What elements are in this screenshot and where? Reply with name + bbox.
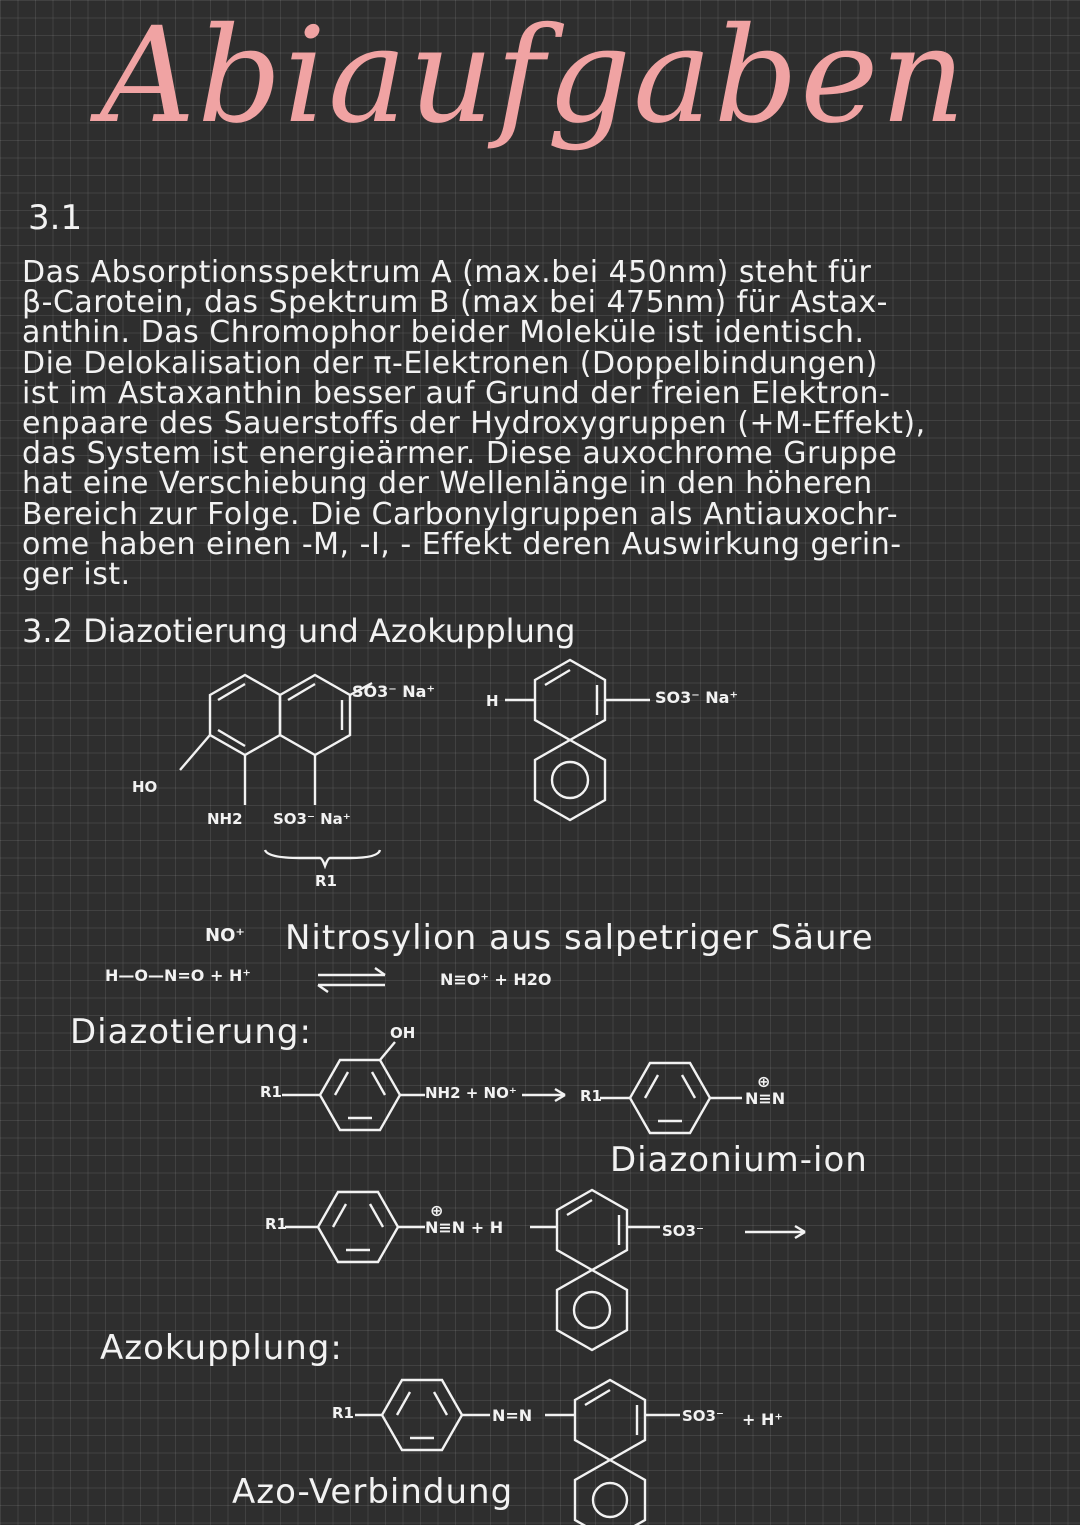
naphthalene-structure-2: [505, 660, 650, 820]
label-oh: OH: [390, 1024, 416, 1042]
label-so3-azo: SO3⁻: [682, 1407, 724, 1425]
nitrosyl-reactant: H—O—N=O + H⁺: [105, 966, 251, 985]
paragraph-line: anthin. Das Chromophor beider Moleküle ist identisch.: [22, 315, 865, 351]
label-r1-azo: R1: [332, 1404, 354, 1422]
nitrosyl-product: N≡O⁺ + H2O: [440, 970, 552, 989]
paragraph-line: Das Absorptionsspektrum A (max.bei 450nm) steht für: [22, 255, 872, 290]
label-ho: HO: [132, 778, 158, 796]
paragraph-line: enpaare des Sauerstoffs der Hydroxygruppen (+M-Effekt),: [22, 406, 926, 442]
paragraph-line: Bereich zur Folge. Die Carbonylgruppen als Antiauxochr-: [22, 496, 899, 532]
label-so3na-right: SO3⁻ Na⁺: [655, 688, 738, 707]
label-r1-coupling: R1: [265, 1215, 287, 1233]
nitrosyl-caption: Nitrosylion aus salpetriger Säure: [285, 918, 874, 958]
paragraph-line: das System ist energieärmer. Diese auxochrome Gruppe: [22, 436, 898, 472]
label-no-plus: NO⁺: [205, 925, 245, 946]
label-n-plus-h: N≡N + H: [425, 1218, 504, 1237]
label-so3na-bottom: SO3⁻ Na⁺: [273, 810, 351, 828]
label-nh2-no: NH2 + NO⁺: [425, 1084, 517, 1102]
section-3-1-heading: 3.1: [28, 198, 83, 238]
page-title: Abiaufgaben: [100, 0, 968, 153]
label-so3na-top: SO3⁻ Na⁺: [352, 682, 435, 701]
label-h: H: [486, 692, 499, 710]
label-azo-bond: N=N: [492, 1406, 533, 1425]
azokupplung-label: Azokupplung:: [100, 1328, 343, 1368]
naphthalene-structure-1: [180, 675, 380, 866]
label-charge-diazonium: ⊕: [757, 1072, 771, 1091]
benzene-diazonium-product: [600, 1063, 742, 1133]
azo-caption: Azo-Verbindung: [232, 1472, 514, 1512]
paragraph-line: Die Delokalisation der π-Elektronen (Doppelbindungen): [22, 345, 878, 381]
label-so3-coupling: SO3⁻: [662, 1222, 704, 1240]
section-3-2-heading: 3.2 Diazotierung und Azokupplung: [22, 612, 576, 650]
benzene-diazotierung-reactant: [282, 1042, 565, 1130]
diazonium-caption: Diazonium-ion: [610, 1140, 868, 1180]
label-h-plus: + H⁺: [742, 1410, 783, 1429]
diazotierung-label: Diazotierung:: [70, 1012, 312, 1052]
label-r1-diazo-left: R1: [260, 1083, 282, 1101]
label-n-triple: N≡N: [745, 1089, 786, 1108]
paragraph-line: ist im Astaxanthin besser auf Grund der freien Elektron-: [22, 375, 891, 411]
label-r1-diazo-right: R1: [580, 1087, 602, 1105]
paragraph-line: hat eine Verschiebung der Wellenlänge in den höheren: [22, 466, 873, 502]
label-charge-coupling: ⊕: [430, 1201, 444, 1220]
label-r1-brace: R1: [315, 872, 337, 890]
paragraph-line: ome haben einen -M, -I, - Effekt deren Auswirkung gerin-: [22, 526, 902, 562]
paragraph-line: ger ist.: [22, 557, 131, 593]
benzene-coupling-reactant: [285, 1192, 425, 1262]
label-nh2: NH2: [207, 810, 243, 828]
paragraph-line: β-Carotein, das Spektrum B (max bei 475nm) für Astax-: [22, 285, 889, 321]
naphthalene-coupling-reactant: [530, 1190, 805, 1350]
equilibrium-arrow: [318, 968, 385, 992]
